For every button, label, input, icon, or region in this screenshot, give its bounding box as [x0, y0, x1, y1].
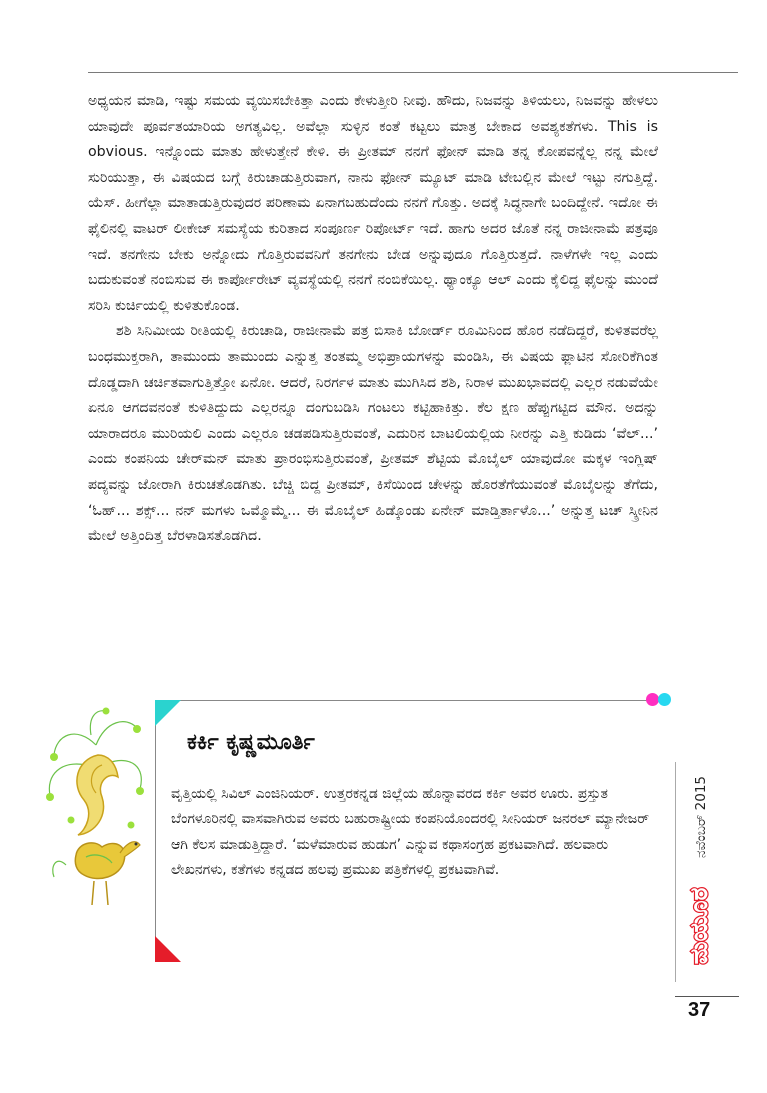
- author-bio-box: [155, 700, 658, 965]
- issue-date-text: ನವೆಂಬರ್ 2015: [693, 776, 709, 858]
- article-paragraph-1: ಅಧ್ಯಯನ ಮಾಡಿ, ಇಷ್ಟು ಸಮಯ ವ್ಯಯಿಸಬೇಕಿತ್ತಾ ಎಂದು ಕೇಳುತ್ತೀರಿ ನೀವು. ಹೌದು, ನಿಜವನ್ನು ತಿಳಿಯಲು, ನಿಜವನ್ನು ಹೇಳಲು ಯಾವುದೇ ಪೂರ್ವತಯಾರಿಯ ಅಗತ್ಯವಿಲ್ಲ. ಅವೆಲ್ಲಾ ಸುಳ್ಳಿನ ಕಂತೆ ಕಟ್ಟಲು ಮಾತ್ರ ಬೇಕಾದ ಅವಶ್ಯಕತೆಗಳು. This is obvious. ಇನ್ನೊಂದು ಮಾತು ಹೇಳುತ್ತೇನೆ ಕೇಳಿ. ಈ ಪ್ರೀತಮ್ ನನಗೆ ಫೋನ್ ಮಾಡಿ ತನ್ನ ಕೋಪವನ್ನೆಲ್ಲ ನನ್ನ ಮೇಲೆ ಸುರಿಯುತ್ತಾ, ಈ ವಿಷಯದ ಬಗ್ಗೆ ಕಿರುಚಾಡುತ್ತಿರುವಾಗ, ನಾನು ಫೋನ್ ಮ್ಯೂಟ್ ಮಾಡಿ ಟೇಬಲ್ಲಿನ ಮೇಲೆ ಇಟ್ಟು ನಗುತ್ತಿದ್ದೆ. ಯೆಸ್. ಹೀಗೆಲ್ಲಾ ಮಾತಾಡುತ್ತಿರುವುದರ ಪರಿಣಾಮ ಏನಾಗಬಹುದೆಂದು ನನಗೆ ಗೊತ್ತು. ಅದಕ್ಕೆ ಸಿದ್ಧನಾಗೇ ಬಂದಿದ್ದೇನೆ. ಇದೋ ಈ ಫೈಲಿನಲ್ಲಿ ವಾಟರ್ ಲೀಕೇಜ್ ಸಮಸ್ಯೆಯ ಕುರಿತಾದ ಸಂಪೂರ್ಣ ರಿಪೋರ್ಟ್ ಇದೆ. ಹಾಗು ಅದರ ಜೊತೆ ನನ್ನ ರಾಜೀನಾಮೆ ಪತ್ರವೂ ಇದೆ. ತನಗೇನು ಬೇಕು ಅನ್ನೋದು ಗೊತ್ತಿರುವವನಿಗೆ ತನಗೇನು ಬೇಡ ಅನ್ನುವುದೂ ಗೊತ್ತಿರುತ್ತದೆ. ನಾಳೆಗಳೇ ಇಲ್ಲ ಎಂದು ಬದುಕುವಂತೆ ನಂಬಿಸುವ ಈ ಕಾರ್ಪೋರೇಟ್ ವ್ಯವಸ್ಥೆಯಲ್ಲಿ ನನಗೆ ನಂಬಿಕೆಯಿಲ್ಲ. ಥ್ಯಾಂಕ್ಯೂ ಆಲ್ ಎಂದು ಕೈಲಿದ್ದ ಫೈಲನ್ನು ಮುಂದೆ ಸರಿಸಿ ಕುರ್ಚಿಯಲ್ಲಿ ಕುಳಿತುಕೊಂಡ.: [88, 93, 658, 314]
- magazine-logo: [680, 876, 720, 976]
- article-body: [88, 89, 658, 550]
- top-rule: [88, 72, 738, 73]
- teal-corner-triangle: [155, 700, 181, 726]
- box-top-rule: [155, 700, 652, 701]
- page-number: 37: [688, 999, 711, 1021]
- sidebar-vertical-rule: [675, 762, 676, 982]
- author-bio: ವೃತ್ತಿಯಲ್ಲಿ ಸಿವಿಲ್ ಎಂಜಿನಿಯರ್. ಉತ್ತರಕನ್ನಡ ಜಿಲ್ಲೆಯ ಹೊನ್ನಾವರದ ಕರ್ಕಿ ಅವರ ಊರು. ಪ್ರಸ್ತುತ ಬೆಂಗಳೂರಿನಲ್ಲಿ ವಾಸವಾಗಿರುವ ಅವರು ಬಹುರಾಷ್ಟ್ರೀಯ ಕಂಪನಿಯೊಂದರಲ್ಲಿ ಸೀನಿಯರ್ ಜನರಲ್ ಮ್ಯಾನೇಜರ್ ಆಗಿ ಕೆಲಸ ಮಾಡುತ್ತಿದ್ದಾರೆ. ‘ಮಳೆಮಾರುವ ಹುಡುಗ’ ಎನ್ನುವ ಕಥಾಸಂಗ್ರಹ ಪ್ರಕಟವಾಗಿದೆ. ಹಲವಾರು ಲೇಖನಗಳು, ಕತೆಗಳು ಕನ್ನಡದ ಹಲವು ಪ್ರಮುಖ ಪತ್ರಿಕೆಗಳಲ್ಲಿ ಪ್ರಕಟವಾಗಿವೆ.: [171, 786, 650, 878]
- peacock-ornament-icon: [36, 705, 156, 935]
- issue-date: [690, 769, 712, 865]
- article-paragraph-2: ಶಶಿ ಸಿನಿಮೀಯ ರೀತಿಯಲ್ಲಿ ಕಿರುಚಾಡಿ, ರಾಜೀನಾಮೆ ಪತ್ರ ಬಿಸಾಕಿ ಬೋರ್ಡ್ ರೂಮಿನಿಂದ ಹೊರ ನಡೆದಿದ್ದರೆ, ಕುಳಿತವರೆಲ್ಲ ಬಂಧಮುಕ್ತರಾಗಿ, ತಾಮುಂದು ತಾಮುಂದು ಎನ್ನುತ್ತ ತಂತಮ್ಮ ಅಭಿಪ್ರಾಯಗಳನ್ನು ಮಂಡಿಸಿ, ಈ ವಿಷಯ ಫ್ಲಾಟಿನ ಸೋರಿಕೆಗಿಂತ ದೊಡ್ಡದಾಗಿ ಚರ್ಚಿತವಾಗುತ್ತಿತ್ತೋ ಏನೋ. ಆದರೆ, ನಿರರ್ಗಳ ಮಾತು ಮುಗಿಸಿದ ಶಶಿ, ನಿರಾಳ ಮುಖಭಾವದಲ್ಲಿ ಎಲ್ಲರ ನಡುವೆಯೇ ಏನೂ ಆಗದವನಂತೆ ಕುಳಿತಿದ್ದುದು ಎಲ್ಲರನ್ನೂ ದಂಗುಬಡಿಸಿ ಗಂಟಲು ಕಟ್ಟಿಹಾಕಿತ್ತು. ಕೆಲ ಕ್ಷಣ ಹೆಪ್ಪುಗಟ್ಟಿದ ಮೌನ. ಅದನ್ನು ಯಾರಾದರೂ ಮುರಿಯಲಿ ಎಂದು ಎಲ್ಲರೂ ಚಡಪಡಿಸುತ್ತಿರುವಂತೆ, ಎದುರಿನ ಬಾಟಲಿಯಲ್ಲಿಯ ನೀರನ್ನು ಎತ್ತಿ ಕುಡಿದು ‘ವೆಲ್...’ ಎಂದು ಕಂಪನಿಯ ಚೇರ್‌ಮನ್ ಮಾತು ಪ್ರಾರಂಭಿಸುತ್ತಿರುವಂತೆ, ಪ್ರೀತಮ್ ಶೆಟ್ಟಿಯ ಮೊಬೈಲ್ ಯಾವುದೋ ಮಕ್ಕಳ ಇಂಗ್ಲಿಷ್ ಪದ್ಯವನ್ನು ಜೋರಾಗಿ ಕಿರುಚತೊಡಗಿತು. ಬೆಚ್ಚಿ ಬಿದ್ದ ಪ್ರೀತಮ್, ಕಿಸೆಯಿಂದ ಚೇಳನ್ನು ಹೊರತೆಗೆಯುವಂತೆ ಮೊಬೈಲನ್ನು ತೆಗೆದು, ‘ಓಹ್... ಶಕ್ಸ್... ನನ್ ಮಗಳು ಒಮ್ಮೊಮ್ಮೆ... ಈ ಮೊಬೈಲ್ ಹಿಡ್ಕೊಂಡು ಏನೇನ್ ಮಾಡ್ತಿರ್ತಾಳೊ...’ ಅನ್ನುತ್ತ ಟಚ್ ಸ್ಕ್ರೀನಿನ ಮೇಲೆ ಅತ್ತಿಂದಿತ್ತ ಬೆರಳಾಡಿಸತೊಡಗಿದ.: [88, 323, 658, 545]
- box-left-rule: [155, 700, 156, 962]
- red-corner-triangle: [155, 936, 181, 962]
- author-name: ಕರ್ಕಿ ಕೃಷ್ಣಮೂರ್ತಿ: [187, 730, 315, 755]
- cyan-dot: [658, 693, 671, 706]
- magazine-logo-text: ಮಯೂರ: [685, 887, 713, 965]
- page-number-rule: [675, 996, 739, 997]
